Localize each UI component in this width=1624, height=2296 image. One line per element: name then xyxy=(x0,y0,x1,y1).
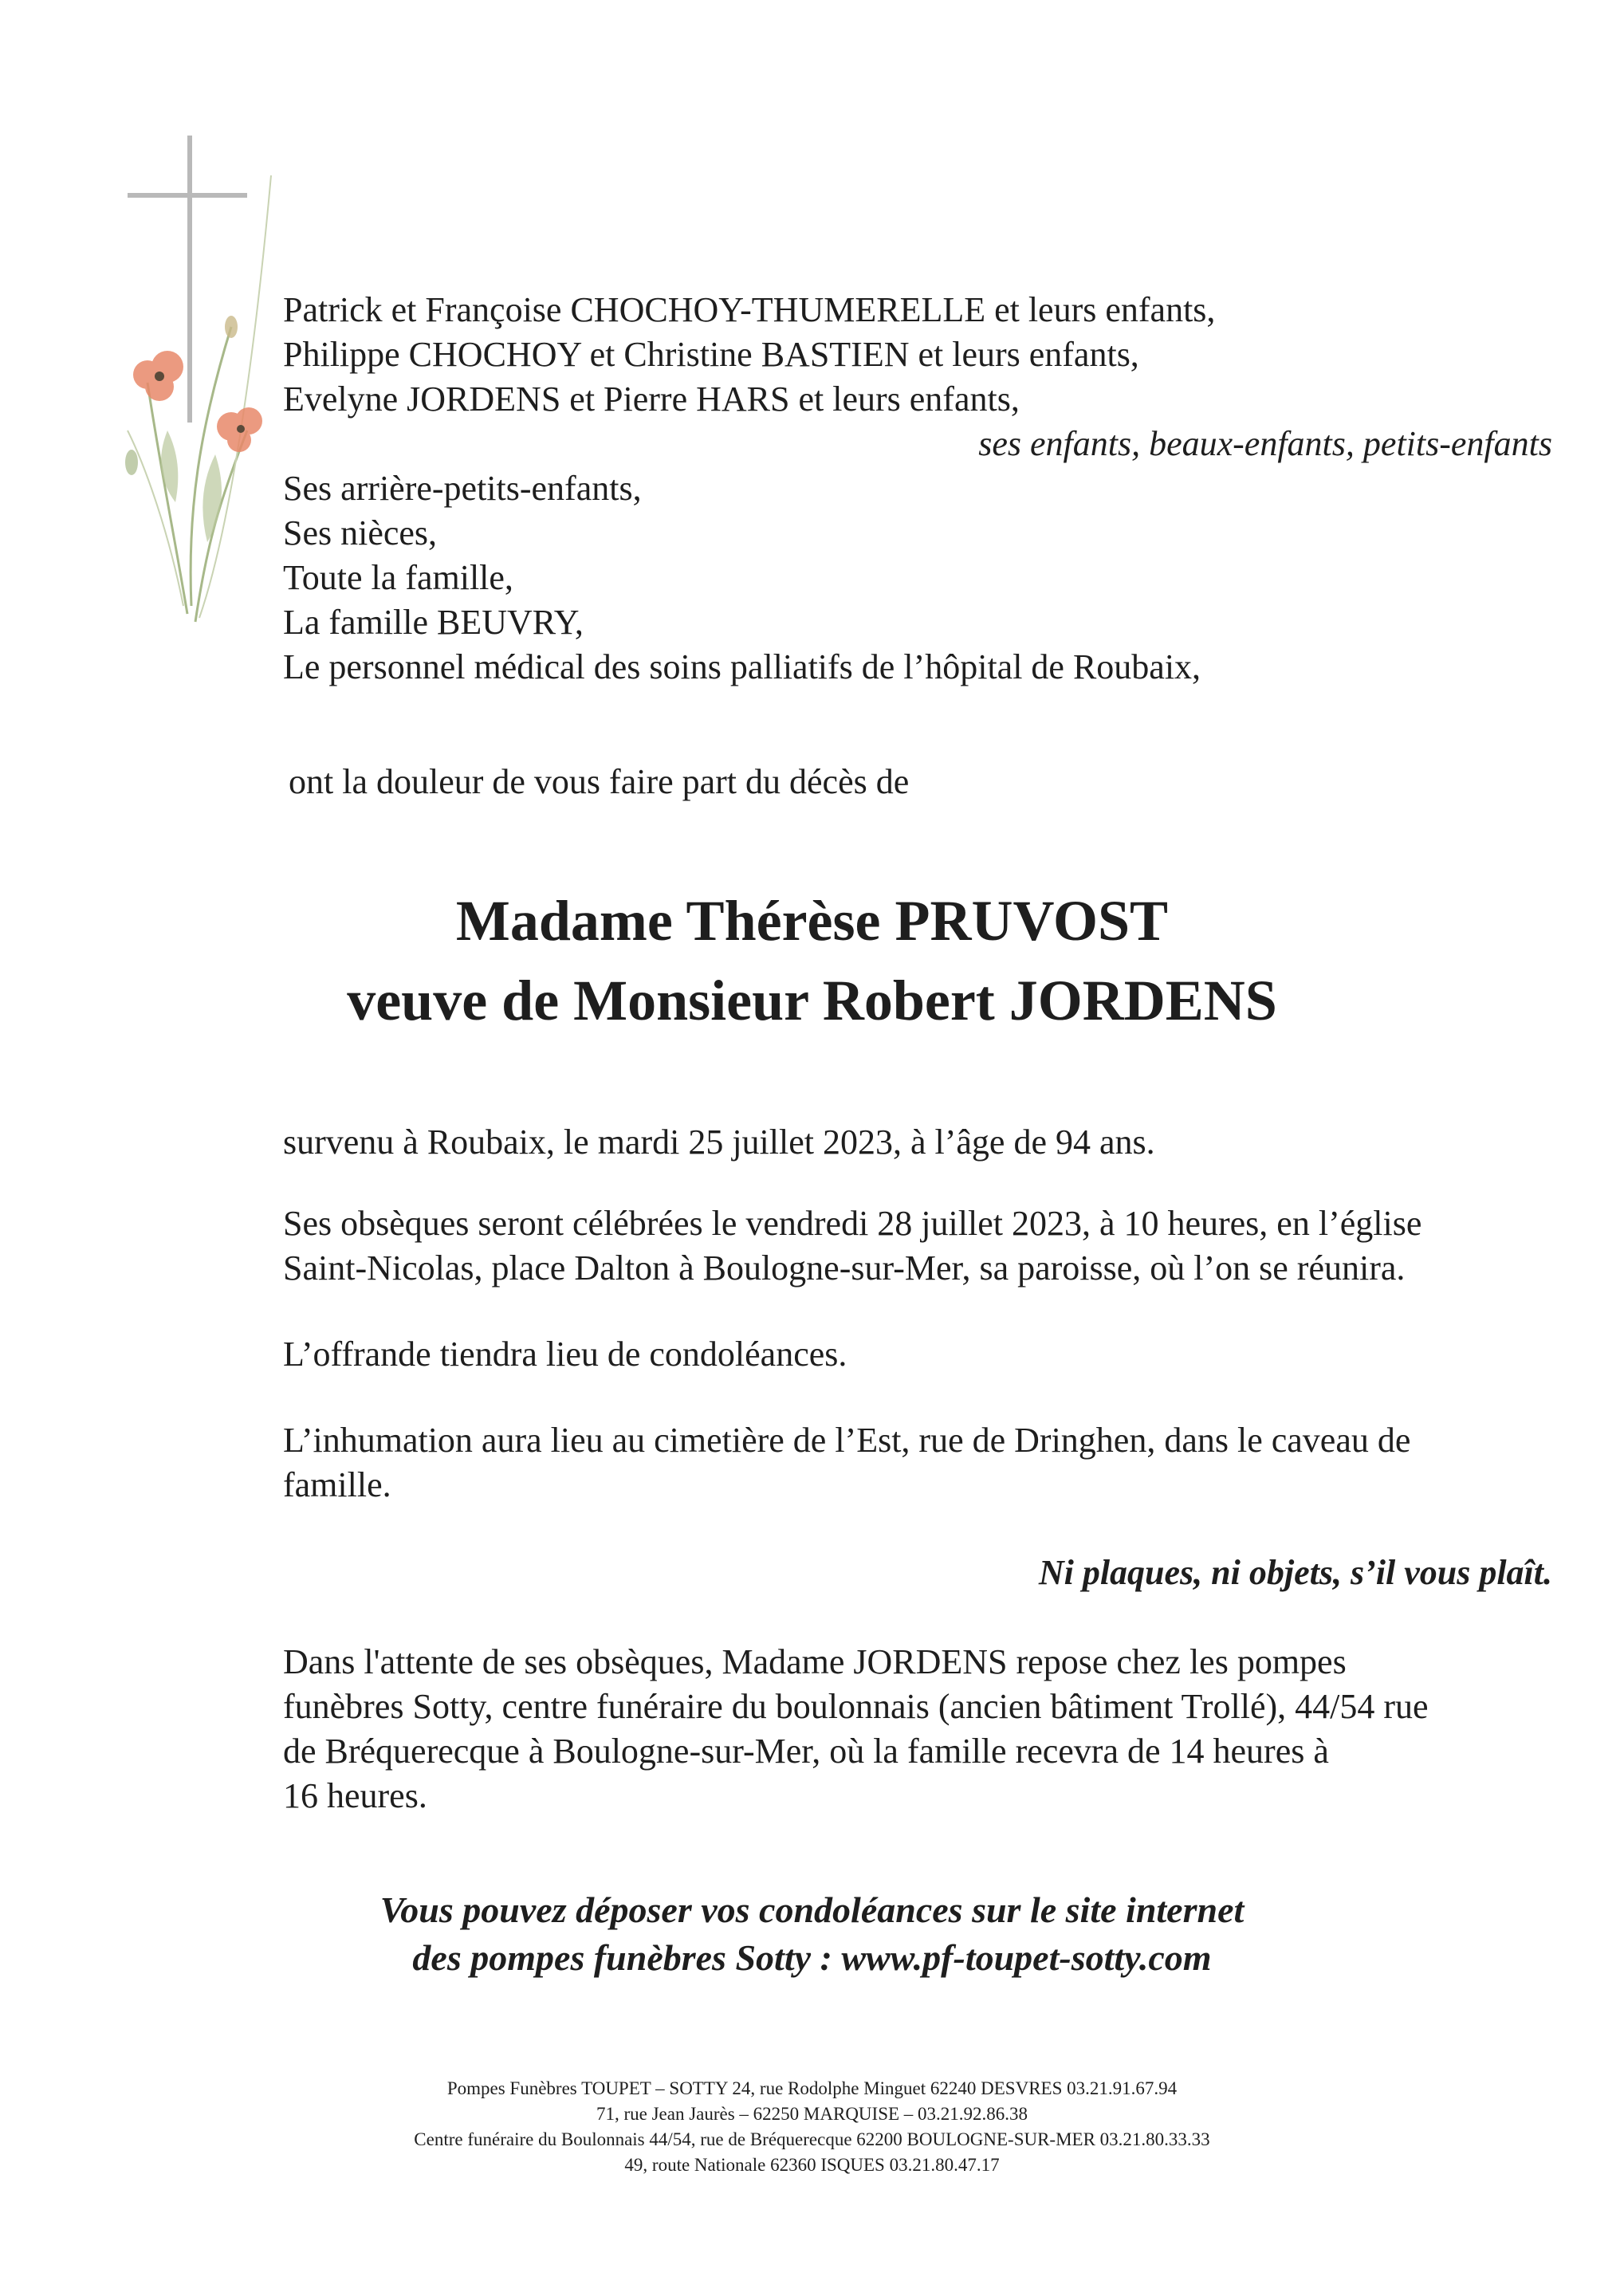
family-line-6: Toute la famille, xyxy=(283,558,513,597)
rest-line-1: Dans l'attente de ses obsèques, Madame JORDENS repose chez les pompes xyxy=(283,1642,1347,1681)
relation-note: ses enfants, beaux-enfants, petits-enfants xyxy=(978,424,1552,463)
footer-line-2: 71, rue Jean Jaurès – 62250 MARQUISE – 03.21.92.86.38 xyxy=(596,2104,1028,2124)
family-line-5: Ses nièces, xyxy=(283,513,438,552)
cross-with-poppies-icon xyxy=(112,128,295,654)
funeral-line-2: Saint-Nicolas, place Dalton à Boulogne-sur-Mer, sa paroisse, où l’on se réunira. xyxy=(283,1248,1406,1288)
family-line-7: La famille BEUVRY, xyxy=(283,603,584,642)
family-line-4: Ses arrière-petits-enfants, xyxy=(283,469,642,508)
deceased-spouse: veuve de Monsieur Robert JORDENS xyxy=(347,969,1277,1032)
rest-line-2: funèbres Sotty, centre funéraire du boulonnais (ancien bâtiment Trollé), 44/54 rue xyxy=(283,1687,1429,1726)
family-line-2: Philippe CHOCHOY et Christine BASTIEN et leurs enfants, xyxy=(283,335,1139,374)
burial-line-1: L’inhumation aura lieu au cimetière de l’Est, rue de Dringhen, dans le caveau de xyxy=(283,1421,1411,1460)
condolences-line-2: des pompes funèbres Sotty : www.pf-toupet-sotty.com xyxy=(412,1937,1212,1978)
rest-line-4: 16 heures. xyxy=(283,1776,427,1815)
death-notice: survenu à Roubaix, le mardi 25 juillet 2023, à l’âge de 94 ans. xyxy=(283,1122,1155,1162)
family-line-1: Patrick et Françoise CHOCHOY-THUMERELLE et leurs enfants, xyxy=(283,290,1216,329)
deceased-name: Madame Thérèse PRUVOST xyxy=(455,889,1169,953)
rest-line-3: de Bréquerecque à Boulogne-sur-Mer, où la famille recevra de 14 heures à xyxy=(283,1732,1329,1771)
announcement: ont la douleur de vous faire part du décès de xyxy=(289,762,910,801)
burial-line-2: famille. xyxy=(283,1465,391,1504)
footer-line-4: 49, route Nationale 62360 ISQUES 03.21.80.47.17 xyxy=(624,2155,1000,2175)
footer-line-3: Centre funéraire du Boulonnais 44/54, rue de Bréquerecque 62200 BOULOGNE-SUR-MER 03.21.80.33.33 xyxy=(414,2129,1210,2149)
condolences-line-1: Vous pouvez déposer vos condoléances sur le site internet xyxy=(379,1889,1245,1930)
funeral-line-1: Ses obsèques seront célébrées le vendredi 28 juillet 2023, à 10 heures, en l’église xyxy=(283,1204,1422,1243)
family-line-3: Evelyne JORDENS et Pierre HARS et leurs enfants, xyxy=(283,379,1020,419)
no-plaques-notice: Ni plaques, ni objets, s’il vous plaît. xyxy=(1038,1553,1552,1592)
family-line-8: Le personnel médical des soins palliatifs de l’hôpital de Roubaix, xyxy=(283,647,1201,686)
offering-notice: L’offrande tiendra lieu de condoléances. xyxy=(283,1335,847,1374)
footer-line-1: Pompes Funèbres TOUPET – SOTTY 24, rue Rodolphe Minguet 62240 DESVRES 03.21.91.67.94 xyxy=(446,2078,1178,2098)
